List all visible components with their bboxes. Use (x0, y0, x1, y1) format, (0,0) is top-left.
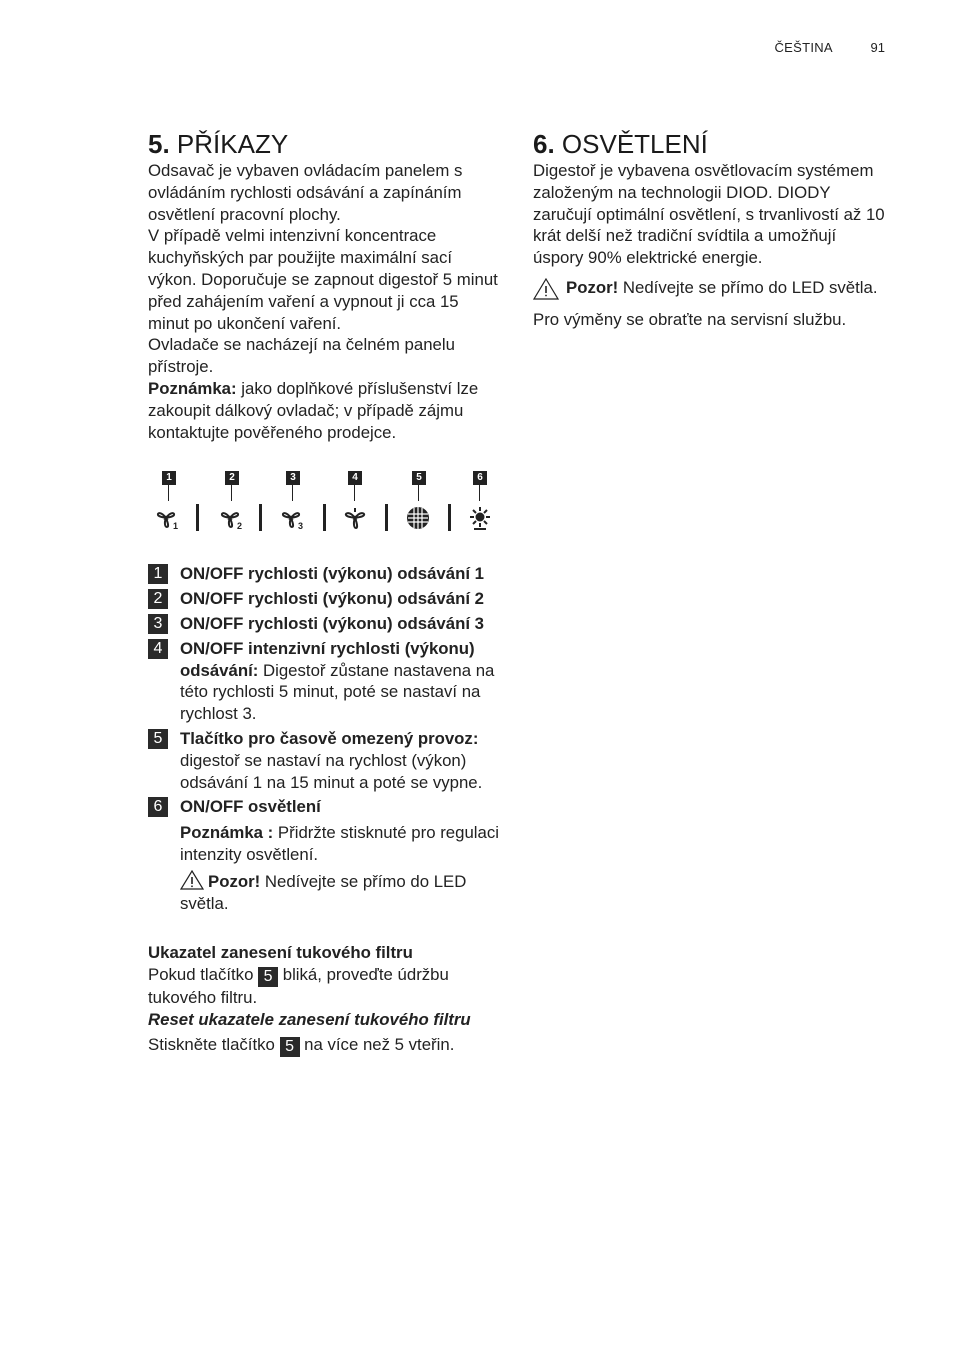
key-badge: 5 (258, 967, 278, 987)
commands-heading: 5. PŘÍKAZY (148, 129, 289, 159)
commands-section (148, 128, 504, 1057)
list-item: 2 ON/OFF rychlosti (výkonu) odsávání 2 (148, 588, 504, 610)
commands-intro-2: V případě velmi intenzivní koncentrace kuchyňských par použijte maximální sací výkon. Doporučuje se zapnout digestoř 5 minut před zahájením vaření a vypnout ji cca 15 minut po ukončení vaření. (148, 226, 498, 333)
list-item: 4 ON/OFF intenzivní rychlosti (výkonu) odsávání: Digestoř zůstane nastavena na této rychlosti 5 minut, poté se nastaví na rychlost 3. (148, 638, 504, 725)
remote-note: Poznámka: jako doplňkové příslušenství lze zakoupit dálkový ovladač; v případě zájmu kontaktujte pověřeného prodejce. (148, 378, 479, 442)
item-number-badge: 6 (148, 797, 168, 817)
key-badge: 5 (280, 1037, 300, 1057)
svg-text:1: 1 (173, 521, 179, 532)
fan-speed-3-icon (280, 505, 306, 531)
fan-speed-1-icon (155, 505, 181, 531)
panel-leader-line (479, 485, 480, 501)
item-number-badge: 1 (148, 564, 168, 584)
service-text: Pro výměny se obraťte na servisní službu. (533, 309, 847, 329)
lighting-intro: Digestoř je vybavena osvětlovacím systémem založeným na technologii DIOD. DIODY zaručují optimální osvětlení, s trvanlivostí až 10 krát delší než tradiční svídtila a umožňují úspory 90% elektrické energie. (533, 161, 885, 268)
svg-text:3: 3 (298, 521, 304, 532)
panel-label-2: 2 (225, 471, 239, 485)
panel-separator (196, 504, 199, 531)
grease-filter-indicator (148, 942, 504, 1056)
control-list (148, 563, 504, 914)
item-number-badge: 2 (148, 589, 168, 609)
lighting-warning: Pozor! Nedívejte se přímo do LED světla. (533, 277, 889, 299)
item-number-badge: 3 (148, 614, 168, 634)
panel-leader-line (168, 485, 169, 501)
panel-label-3: 3 (286, 471, 300, 485)
fan-speed-2-icon (219, 505, 245, 531)
warning-icon (180, 870, 204, 890)
filter-text: Pokud tlačítko 5 bliká, proveďte údržbu tukového filtru. (148, 965, 449, 1008)
lighting-section (533, 128, 889, 331)
reset-heading: Reset ukazatele zanesení tukového filtru (148, 1009, 471, 1029)
reset-text: Stiskněte tlačítko 5 na více než 5 vteřin. (148, 1034, 455, 1055)
item-number-badge: 4 (148, 639, 168, 659)
panel-label-5: 5 (412, 471, 426, 485)
filter-heading: Ukazatel zanesení tukového filtru (148, 943, 413, 963)
panel-separator (385, 504, 388, 531)
panel-separator (448, 504, 451, 531)
page-header (774, 40, 885, 55)
light-note: Poznámka : Přidržte stisknuté pro regulaci intenzity osvětlení. (180, 823, 499, 864)
panel-leader-line (418, 485, 419, 501)
commands-intro-3: Ovladače se nacházejí na čelném panelu přístroje. (148, 335, 455, 377)
warning-icon (533, 278, 559, 300)
list-item: 5 Tlačítko pro časově omezený provoz: digestoř se nastaví na rychlost (výkon) odsávání 1 na 15 minut a poté se vypne. (148, 728, 504, 793)
fan-intensive-icon (342, 505, 368, 531)
svg-text:2: 2 (237, 521, 243, 532)
lighting-heading: 6. OSVĚTLENÍ (533, 129, 708, 159)
language-label: ČEŠTINA (774, 40, 833, 55)
item-number-badge: 5 (148, 729, 168, 749)
list-item: 1 ON/OFF rychlosti (výkonu) odsávání 1 (148, 563, 504, 585)
grid-timer-icon (405, 505, 431, 531)
panel-leader-line (354, 485, 355, 501)
panel-leader-line (231, 485, 232, 501)
list-item: 3 ON/OFF rychlosti (výkonu) odsávání 3 (148, 613, 504, 635)
panel-label-4: 4 (348, 471, 362, 485)
panel-separator (323, 504, 326, 531)
commands-intro-1: Odsavač je vybaven ovládacím panelem s ovládáním rychlosti odsávání a zapínáním osvětlení pracovní plochy. (148, 161, 463, 224)
control-panel-diagram (148, 471, 504, 551)
panel-leader-line (292, 485, 293, 501)
panel-separator (259, 504, 262, 531)
list-item: 6 ON/OFF osvětlení Poznámka : Přidržte stisknuté pro regulaci intenzity osvětlení. Pozor! Nedívejte se přímo do LED světla. (148, 796, 504, 914)
light-icon (467, 505, 493, 531)
light-warning: Pozor! Nedívejte se přímo do LED světla. (180, 871, 467, 913)
panel-label-1: 1 (162, 471, 176, 485)
panel-label-6: 6 (473, 471, 487, 485)
page-number: 91 (870, 40, 885, 55)
